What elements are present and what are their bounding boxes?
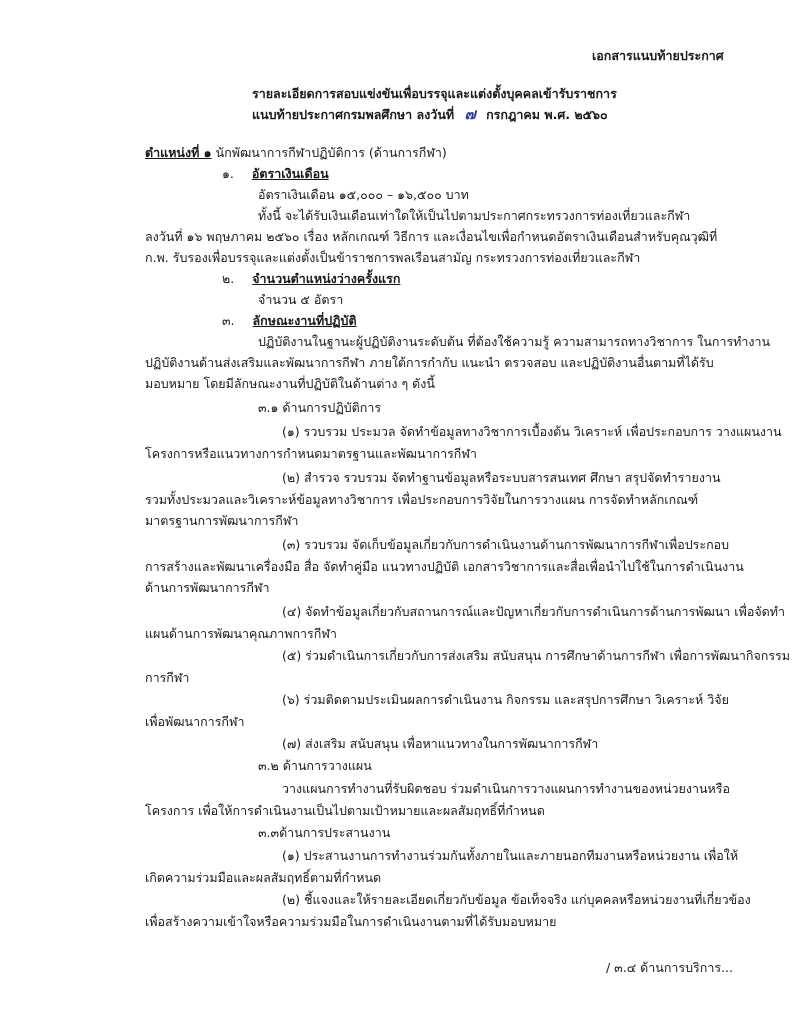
item-3-3-2-line-a: (๒) ชี้แจงและให้รายละเอียดเกี่ยวกับข้อมูล ข้อเท็จจริง แก่บุคคลหรือหน่วยงานที่เกี่ยวข้อง: [282, 892, 751, 907]
position-name: นักพัฒนาการกีฬาปฏิบัติการ (ด้านการกีฬา): [215, 145, 447, 160]
section-3-title: ลักษณะงานที่ปฏิบัติ: [252, 313, 357, 328]
section-2-title: จำนวนตำแหน่งว่างครั้งแรก: [252, 271, 401, 286]
item-3-1-3-line-c: ด้านการพัฒนาการกีฬา: [145, 580, 270, 595]
section-1-heading: [222, 166, 329, 182]
item-3-1-7-line-a: (๗) ส่งเสริม สนับสนุน เพื่อหาแนวทางในการพัฒนาการกีฬา: [282, 736, 599, 751]
title-line-2-suffix: กรกฎาคม พ.ศ. ๒๕๖๐: [486, 107, 608, 122]
section-2-number: ๒.: [222, 271, 235, 286]
title-line-1: รายละเอียดการสอบแข่งขันเพื่อบรรจุและแต่งตั้งบุคคลเข้ารับราชการ: [252, 86, 617, 101]
item-3-1-4-line-a: (๔) จัดทำข้อมูลเกี่ยวกับสถานการณ์และปัญหาเกี่ยวกับการดำเนินการด้านการพัฒนา เพื่อจัดทำ: [282, 604, 786, 619]
item-3-1-2-line-b: รวมทั้งประมวลและวิเคราะห์ข้อมูลทางวิชาการ เพื่อประกอบการวิจัยในการวางแผน การจัดทำหลักเกณฑ์: [145, 492, 699, 507]
item-3-1-6-line-b: เพื่อพัฒนาการกีฬา: [145, 714, 245, 729]
section-1-number: ๑.: [222, 166, 234, 181]
item-3-1-6-line-a: (๖) ร่วมติดตามประเมินผลการดำเนินงาน กิจกรรม และสรุปการศึกษา วิเคราะห์ วิจัย: [282, 692, 729, 707]
item-3-3-2-line-b: เพื่อสร้างความเข้าใจหรือความร่วมมือในการดำเนินงานตามที่ได้รับมอบหมาย: [145, 914, 557, 929]
item-3-1-1-line-a: (๑) รวบรวม ประมวล จัดทำข้อมูลทางวิชาการเบื้องต้น วิเคราะห์ เพื่อประกอบการ วางแผนงาน: [282, 424, 782, 439]
subsection-3-2-line-2: โครงการ เพื่อให้การดำเนินงานเป็นไปตามเป้าหมายและผลสัมฤทธิ์ที่กำหนด: [145, 803, 545, 818]
subsection-3-2-title: ๓.๒ ด้านการวางแผน: [258, 758, 372, 773]
item-3-1-3-line-a: (๓) รวบรวม จัดเก็บข้อมูลเกี่ยวกับการดำเนินงานด้านการพัฒนาการกีฬาเพื่อประกอบ: [282, 537, 730, 552]
subsection-3-3-title: ๓.๓ด้านการประสานงาน: [258, 825, 391, 840]
title-line-2: [252, 106, 608, 123]
section-1-line-4: ก.พ. รับรองเพื่อบรรจุและแต่งตั้งเป็นข้าราชการพลเรือนสามัญ กระทรวงการท่องเที่ยวและกีฬา: [145, 250, 641, 265]
title-line-2-prefix: แนบท้ายประกาศกรมพลศึกษา ลงวันที่: [252, 107, 455, 122]
item-3-3-1-line-a: (๑) ประสานงานการทำงานร่วมกันทั้งภายในและภายนอกทีมงานหรือหน่วยงาน เพื่อให้: [282, 848, 739, 863]
section-1-line-2: ทั้งนี้ จะได้รับเงินเดือนเท่าใดให้เป็นไปตามประกาศกระทรวงการท่องเที่ยวและกีฬา: [258, 208, 691, 223]
section-1-line-1: อัตราเงินเดือน ๑๕,๐๐๐ – ๑๖,๕๐๐ บาท: [258, 187, 469, 202]
item-3-1-1-line-b: โครงการหรือแนวทางการกำหนดมาตรฐานและพัฒนาการกีฬา: [145, 446, 477, 461]
item-3-1-5-line-b: การกีฬา: [145, 670, 190, 685]
handwritten-day: ๗: [464, 105, 476, 123]
position-heading: [145, 145, 447, 161]
section-3-heading: [222, 313, 357, 329]
section-2-heading: [222, 271, 400, 287]
section-3-number: ๓.: [222, 313, 235, 328]
subsection-3-2-line-1: วางแผนการทำงานที่รับผิดชอบ ร่วมดำเนินการวางแผนการทำงานของหน่วยงานหรือ: [282, 781, 731, 796]
section-3-line-2: ปฏิบัติงานด้านส่งเสริมและพัฒนาการกีฬา ภายใต้การกำกับ แนะนำ ตรวจสอบ และปฏิบัติงานอื่นตามที่ได้รับ: [145, 355, 714, 370]
item-3-1-4-line-b: แผนด้านการพัฒนาคุณภาพการกีฬา: [145, 626, 337, 641]
subsection-3-1-title: ๓.๑ ด้านการปฏิบัติการ: [258, 400, 382, 415]
position-label: ตำแหน่งที่ ๑: [145, 145, 212, 160]
section-1-title: อัตราเงินเดือน: [251, 166, 329, 181]
section-3-line-1: ปฏิบัติงานในฐานะผู้ปฏิบัติงานระดับต้น ที่ต้องใช้ความรู้ ความสามารถทางวิชาการ ในการทำงาน: [258, 334, 771, 349]
item-3-1-2-line-c: มาตรฐานการพัฒนาการกีฬา: [145, 513, 299, 528]
item-3-1-2-line-a: (๒) สำรวจ รวบรวม จัดทำฐานข้อมูลหรือระบบสารสนเทศ ศึกษา สรุปจัดทำรายงาน: [282, 470, 721, 485]
continuation-note: / ๓.๔ ด้านการบริการ...: [606, 960, 733, 975]
item-3-1-5-line-a: (๕) ร่วมดำเนินการเกี่ยวกับการส่งเสริม สนับสนุน การศึกษาด้านการกีฬา เพื่อการพัฒนากิจกรรม: [282, 648, 791, 663]
section-2-line-1: จำนวน ๕ อัตรา: [258, 292, 344, 307]
section-3-line-3: มอบหมาย โดยมีลักษณะงานที่ปฏิบัติในด้านต่าง ๆ ดังนี้: [145, 376, 435, 391]
item-3-1-3-line-b: การสร้างและพัฒนาเครื่องมือ สื่อ จัดทำคู่มือ แนวทางปฏิบัติ เอกสารวิชาการและสื่อเพื่อนำไปใช้ในการดำเนินงาน: [145, 559, 744, 574]
section-1-line-3: ลงวันที่ ๑๖ พฤษภาคม ๒๕๖๐ เรื่อง หลักเกณฑ์ วิธีการ และเงื่อนไขเพื่อกำหนดอัตราเงินเดือนสำหรับคุณวุฒิที่: [145, 229, 718, 244]
header-note: เอกสารแนบท้ายประกาศ: [592, 48, 724, 63]
item-3-3-1-line-b: เกิดความร่วมมือและผลสัมฤทธิ์ตามที่กำหนด: [145, 870, 382, 885]
